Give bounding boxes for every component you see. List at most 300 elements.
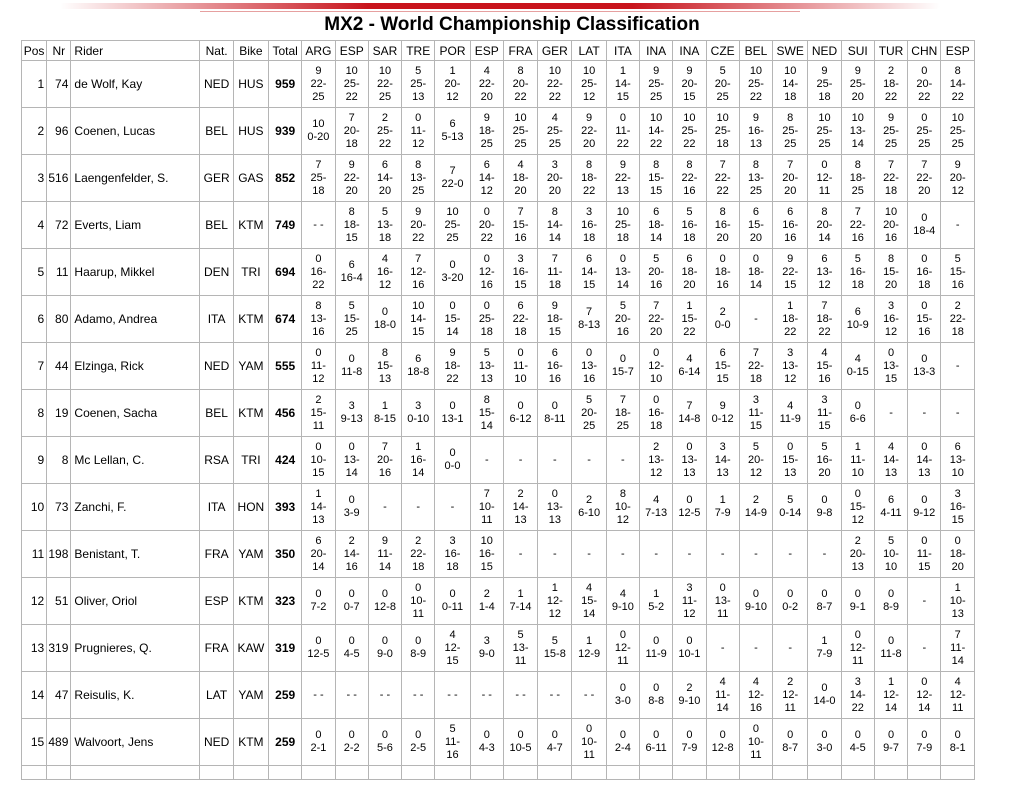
table-row <box>22 249 975 296</box>
number-cell: 11 <box>47 249 71 296</box>
race-result-cell: 0 10-1 <box>673 625 706 672</box>
total-points-cell: 259 <box>269 672 302 719</box>
empty-cell <box>335 766 368 780</box>
empty-cell <box>572 766 606 780</box>
number-cell: 516 <box>47 155 71 202</box>
empty-cell <box>368 766 401 780</box>
race-result-cell: 4 12- 16 <box>739 672 772 719</box>
race-result-cell: 0 10-5 <box>503 719 537 766</box>
race-result-cell: 9 18- 22 <box>435 343 470 390</box>
race-result-cell: 10 20- 16 <box>874 202 907 249</box>
race-result-cell: 3 11- 15 <box>739 390 772 437</box>
race-result-cell: 6 16- 16 <box>773 202 808 249</box>
race-result-cell: 3 0-10 <box>402 390 435 437</box>
column-header: INA <box>673 41 706 61</box>
race-result-cell: 10 25- 22 <box>335 61 368 108</box>
race-result-cell: 9 22- 15 <box>773 249 808 296</box>
race-result-cell: 6 14- 12 <box>470 155 503 202</box>
race-result-cell: 5 15- 25 <box>335 296 368 343</box>
race-result-cell: 10 25- 25 <box>503 108 537 155</box>
race-result-cell: 0 15- 12 <box>841 484 874 531</box>
race-result-cell: - <box>606 531 639 578</box>
race-result-cell: 6 4-11 <box>874 484 907 531</box>
race-result-cell: 0 13- 13 <box>538 484 572 531</box>
bike-cell: HUS <box>233 108 268 155</box>
nationality-cell: FRA <box>200 531 233 578</box>
total-points-cell: 939 <box>269 108 302 155</box>
race-result-cell: 8 13- 16 <box>302 296 335 343</box>
race-result-cell: 0 16- 18 <box>908 249 941 296</box>
race-result-cell: 5 20- 16 <box>606 296 639 343</box>
rider-name-cell: Laengenfelder, S. <box>71 155 200 202</box>
race-result-cell: 2 22- 18 <box>402 531 435 578</box>
race-result-cell: 7 14-8 <box>673 390 706 437</box>
empty-cell <box>302 766 335 780</box>
race-result-cell: 5 15-8 <box>538 625 572 672</box>
column-header: ESP <box>470 41 503 61</box>
empty-cell <box>673 766 706 780</box>
race-result-cell: 8 18- 25 <box>841 155 874 202</box>
race-result-cell: 5 13- 11 <box>503 625 537 672</box>
column-header: LAT <box>572 41 606 61</box>
race-result-cell: - <box>739 531 772 578</box>
race-result-cell: 1 12-9 <box>572 625 606 672</box>
table-row-cutoff <box>22 766 975 780</box>
race-result-cell: 0 11-8 <box>874 625 907 672</box>
column-header: Nr <box>47 41 71 61</box>
race-result-cell: 0 12- 11 <box>841 625 874 672</box>
race-result-cell: 0 9-8 <box>808 484 841 531</box>
table-row <box>22 61 975 108</box>
race-result-cell: 0 8-9 <box>402 625 435 672</box>
race-result-cell: 0 8-7 <box>808 578 841 625</box>
race-result-cell: 9 0-12 <box>706 390 739 437</box>
race-result-cell: 0 13- 13 <box>673 437 706 484</box>
race-result-cell: - - <box>368 672 401 719</box>
column-header: CZE <box>706 41 739 61</box>
race-result-cell: 7 8-13 <box>572 296 606 343</box>
race-result-cell: 5 16- 18 <box>673 202 706 249</box>
rider-name-cell: Everts, Liam <box>71 202 200 249</box>
race-result-cell: 0 2-5 <box>402 719 435 766</box>
race-result-cell: 9 20- 15 <box>673 61 706 108</box>
race-result-cell: 0 12-8 <box>368 578 401 625</box>
race-result-cell: 4 18- 20 <box>503 155 537 202</box>
race-result-cell: 0 9-0 <box>368 625 401 672</box>
race-result-cell: 2 25- 22 <box>368 108 401 155</box>
race-result-cell: 4 16- 12 <box>368 249 401 296</box>
race-result-cell: 10 25- 12 <box>572 61 606 108</box>
race-result-cell: 8 18- 15 <box>335 202 368 249</box>
number-cell: 198 <box>47 531 71 578</box>
number-cell: 19 <box>47 390 71 437</box>
column-header: TRE <box>402 41 435 61</box>
race-result-cell: 7 22- 16 <box>841 202 874 249</box>
empty-cell <box>808 766 841 780</box>
race-result-cell: 9 16- 13 <box>739 108 772 155</box>
position-cell: 13 <box>22 625 47 672</box>
race-result-cell: 6 5-13 <box>435 108 470 155</box>
race-result-cell: - <box>538 437 572 484</box>
race-result-cell: 8 20- 14 <box>808 202 841 249</box>
race-result-cell: 0 7-9 <box>908 719 941 766</box>
race-result-cell: 6 16- 16 <box>538 343 572 390</box>
race-result-cell: 1 20- 12 <box>435 61 470 108</box>
empty-cell <box>200 766 233 780</box>
race-result-cell: 0 10- 11 <box>572 719 606 766</box>
race-result-cell: 8 13- 25 <box>402 155 435 202</box>
race-result-cell: - <box>773 625 808 672</box>
nationality-cell: FRA <box>200 625 233 672</box>
empty-cell <box>269 766 302 780</box>
race-result-cell: - <box>808 531 841 578</box>
table-row <box>22 296 975 343</box>
race-result-cell: 7 20- 20 <box>773 155 808 202</box>
race-result-cell: 0 12-5 <box>673 484 706 531</box>
race-result-cell: 0 18- 16 <box>706 249 739 296</box>
classification-table <box>21 40 975 780</box>
race-result-cell: - <box>402 484 435 531</box>
race-result-cell: 8 10- 12 <box>606 484 639 531</box>
race-result-cell: 0 12- 16 <box>470 249 503 296</box>
table-row <box>22 531 975 578</box>
race-result-cell: 1 7-9 <box>808 625 841 672</box>
column-header: ESP <box>335 41 368 61</box>
race-result-cell: 1 14- 15 <box>606 61 639 108</box>
race-result-cell: 2 14- 16 <box>335 531 368 578</box>
nationality-cell: BEL <box>200 108 233 155</box>
rider-name-cell: Reisulis, K. <box>71 672 200 719</box>
column-header: POR <box>435 41 470 61</box>
race-result-cell: 1 7-14 <box>503 578 537 625</box>
race-result-cell: - <box>941 343 975 390</box>
race-result-cell: 8 15- 13 <box>368 343 401 390</box>
race-result-cell: 0 3-20 <box>435 249 470 296</box>
race-result-cell: 10 13- 14 <box>841 108 874 155</box>
race-result-cell: 0 4-7 <box>538 719 572 766</box>
table-header-row <box>22 41 975 61</box>
race-result-cell: 10 25- 18 <box>606 202 639 249</box>
race-result-cell: 8 15- 15 <box>640 155 673 202</box>
race-result-cell: 5 25- 13 <box>402 61 435 108</box>
race-result-cell: 0 10- 15 <box>302 437 335 484</box>
column-header: INA <box>640 41 673 61</box>
empty-cell <box>874 766 907 780</box>
race-result-cell: 4 12- 11 <box>941 672 975 719</box>
column-header: ESP <box>941 41 975 61</box>
rider-name-cell: Haarup, Mikkel <box>71 249 200 296</box>
page-title: MX2 - World Championship Classification <box>324 14 700 35</box>
race-result-cell: 2 14-9 <box>739 484 772 531</box>
race-result-cell: 9 20- 12 <box>941 155 975 202</box>
race-result-cell: 7 22- 22 <box>706 155 739 202</box>
number-cell: 74 <box>47 61 71 108</box>
race-result-cell: 5 16- 20 <box>808 437 841 484</box>
race-result-cell: 0 18- 14 <box>739 249 772 296</box>
race-result-cell: 4 11-9 <box>773 390 808 437</box>
race-result-cell: 0 11-9 <box>640 625 673 672</box>
empty-cell <box>402 766 435 780</box>
number-cell: 489 <box>47 719 71 766</box>
race-result-cell: 9 22- 20 <box>572 108 606 155</box>
race-result-cell: 0 15-7 <box>606 343 639 390</box>
race-result-cell: 1 16- 14 <box>402 437 435 484</box>
race-result-cell: 3 20- 20 <box>538 155 572 202</box>
table-row <box>22 390 975 437</box>
race-result-cell: 0 12- 14 <box>908 672 941 719</box>
number-cell: 44 <box>47 343 71 390</box>
race-result-cell: 0 13- 16 <box>572 343 606 390</box>
empty-cell <box>435 766 470 780</box>
empty-cell <box>640 766 673 780</box>
nationality-cell: BEL <box>200 390 233 437</box>
race-result-cell: 5 20- 25 <box>706 61 739 108</box>
race-result-cell: 2 0-0 <box>706 296 739 343</box>
rider-name-cell: de Wolf, Kay <box>71 61 200 108</box>
race-result-cell: 1 12- 14 <box>874 672 907 719</box>
race-result-cell: - - <box>402 672 435 719</box>
race-result-cell: - - <box>335 672 368 719</box>
column-header: SUI <box>841 41 874 61</box>
column-header: NED <box>808 41 841 61</box>
table-row <box>22 625 975 672</box>
table-row <box>22 719 975 766</box>
race-result-cell: - - <box>503 672 537 719</box>
race-result-cell: 0 18-0 <box>368 296 401 343</box>
race-result-cell: 10 16- 15 <box>470 531 503 578</box>
race-result-cell: 1 7-9 <box>706 484 739 531</box>
race-result-cell: 8 22- 16 <box>673 155 706 202</box>
race-result-cell: - <box>706 531 739 578</box>
empty-cell <box>22 766 47 780</box>
number-cell: 47 <box>47 672 71 719</box>
race-result-cell: 2 20- 13 <box>841 531 874 578</box>
race-result-cell: 1 18- 22 <box>773 296 808 343</box>
nationality-cell: ITA <box>200 484 233 531</box>
race-result-cell: 6 22- 18 <box>503 296 537 343</box>
race-result-cell: 0 13- 14 <box>606 249 639 296</box>
race-result-cell: 4 6-14 <box>673 343 706 390</box>
bike-cell: TRI <box>233 249 268 296</box>
empty-cell <box>841 766 874 780</box>
race-result-cell: 9 22- 13 <box>606 155 639 202</box>
race-result-cell: 0 8-9 <box>874 578 907 625</box>
race-result-cell: 0 9-7 <box>874 719 907 766</box>
number-cell: 51 <box>47 578 71 625</box>
column-header: Pos <box>22 41 47 61</box>
race-result-cell: 4 25- 25 <box>538 108 572 155</box>
race-result-cell: 3 16- 12 <box>874 296 907 343</box>
race-result-cell: 3 9-0 <box>470 625 503 672</box>
race-result-cell: - - <box>572 672 606 719</box>
empty-cell <box>773 766 808 780</box>
nationality-cell: LAT <box>200 672 233 719</box>
bike-cell: KTM <box>233 296 268 343</box>
race-result-cell: 7 11- 18 <box>538 249 572 296</box>
race-result-cell: 10 0-20 <box>302 108 335 155</box>
race-result-cell: 7 22- 18 <box>739 343 772 390</box>
race-result-cell: 0 7-2 <box>302 578 335 625</box>
position-cell: 15 <box>22 719 47 766</box>
race-result-cell: 3 14- 22 <box>841 672 874 719</box>
race-result-cell: 0 6-6 <box>841 390 874 437</box>
position-cell: 6 <box>22 296 47 343</box>
race-result-cell: - <box>538 531 572 578</box>
race-result-cell: 0 18-4 <box>908 202 941 249</box>
race-result-cell: 10 14- 18 <box>773 61 808 108</box>
race-result-cell: 0 14- 13 <box>908 437 941 484</box>
position-cell: 1 <box>22 61 47 108</box>
race-result-cell: - <box>572 437 606 484</box>
race-result-cell: 0 13-1 <box>435 390 470 437</box>
bike-cell: KTM <box>233 202 268 249</box>
bike-cell: HON <box>233 484 268 531</box>
empty-cell <box>941 766 975 780</box>
race-result-cell: 9 20- 22 <box>402 202 435 249</box>
race-result-cell: 0 16- 22 <box>302 249 335 296</box>
rider-name-cell: Mc Lellan, C. <box>71 437 200 484</box>
nationality-cell: DEN <box>200 249 233 296</box>
race-result-cell: 6 18- 14 <box>640 202 673 249</box>
column-header: BEL <box>739 41 772 61</box>
race-result-cell: 5 13- 13 <box>470 343 503 390</box>
position-cell: 10 <box>22 484 47 531</box>
race-result-cell: - <box>470 437 503 484</box>
race-result-cell: 7 25- 18 <box>302 155 335 202</box>
race-result-cell: - <box>941 202 975 249</box>
race-result-cell: 0 6-11 <box>640 719 673 766</box>
column-header: Bike <box>233 41 268 61</box>
total-points-cell: 323 <box>269 578 302 625</box>
race-result-cell: 0 11- 12 <box>402 108 435 155</box>
top-decorative-line <box>200 11 800 12</box>
race-result-cell: - <box>572 531 606 578</box>
race-result-cell: 0 10- 11 <box>402 578 435 625</box>
race-result-cell: 7 12- 16 <box>402 249 435 296</box>
empty-cell <box>538 766 572 780</box>
race-result-cell: 3 11- 12 <box>673 578 706 625</box>
race-result-cell: - <box>739 296 772 343</box>
race-result-cell: 0 4-3 <box>470 719 503 766</box>
bike-cell: YAM <box>233 672 268 719</box>
race-result-cell: 0 15- 13 <box>773 437 808 484</box>
race-result-cell: 5 15- 16 <box>941 249 975 296</box>
race-result-cell: 4 7-13 <box>640 484 673 531</box>
table-row <box>22 484 975 531</box>
bike-cell: YAM <box>233 531 268 578</box>
race-result-cell: 0 13- 15 <box>874 343 907 390</box>
race-result-cell: 7 20- 18 <box>335 108 368 155</box>
race-result-cell: 8 25- 25 <box>773 108 808 155</box>
race-result-cell: 0 9-1 <box>841 578 874 625</box>
race-result-cell: - <box>640 531 673 578</box>
number-cell: 8 <box>47 437 71 484</box>
race-result-cell: 4 22- 20 <box>470 61 503 108</box>
empty-cell <box>706 766 739 780</box>
race-result-cell: 6 14- 20 <box>368 155 401 202</box>
race-result-cell: - <box>503 531 537 578</box>
race-result-cell: 5 20- 25 <box>572 390 606 437</box>
race-result-cell: 0 0-7 <box>335 578 368 625</box>
race-result-cell: 0 13- 14 <box>335 437 368 484</box>
table-row <box>22 343 975 390</box>
race-result-cell: 4 9-10 <box>606 578 639 625</box>
total-points-cell: 350 <box>269 531 302 578</box>
race-result-cell: 10 25- 25 <box>435 202 470 249</box>
race-result-cell: - - <box>538 672 572 719</box>
race-result-cell: 6 18-8 <box>402 343 435 390</box>
rider-name-cell: Elzinga, Rick <box>71 343 200 390</box>
bike-cell: TRI <box>233 437 268 484</box>
race-result-cell: 6 15- 20 <box>739 202 772 249</box>
column-header: Total <box>269 41 302 61</box>
total-points-cell: 259 <box>269 719 302 766</box>
race-result-cell: 9 22- 20 <box>335 155 368 202</box>
race-result-cell: 0 25- 18 <box>470 296 503 343</box>
rider-name-cell: Benistant, T. <box>71 531 200 578</box>
race-result-cell: 4 15- 14 <box>572 578 606 625</box>
race-result-cell: 7 22-0 <box>435 155 470 202</box>
race-result-cell: - <box>673 531 706 578</box>
bike-cell: GAS <box>233 155 268 202</box>
total-points-cell: 393 <box>269 484 302 531</box>
race-result-cell: 0 4-5 <box>335 625 368 672</box>
race-result-cell: 2 13- 12 <box>640 437 673 484</box>
race-result-cell: 3 16- 15 <box>503 249 537 296</box>
race-result-cell: 1 11- 10 <box>841 437 874 484</box>
position-cell: 11 <box>22 531 47 578</box>
rider-name-cell: Coenen, Sacha <box>71 390 200 437</box>
race-result-cell: 10 22- 22 <box>538 61 572 108</box>
rider-name-cell: Walvoort, Jens <box>71 719 200 766</box>
race-result-cell: 0 16- 18 <box>640 390 673 437</box>
race-result-cell: - <box>368 484 401 531</box>
race-result-cell: 2 6-10 <box>572 484 606 531</box>
empty-cell <box>606 766 639 780</box>
race-result-cell: 7 11- 14 <box>941 625 975 672</box>
race-result-cell: - <box>908 625 941 672</box>
table-row <box>22 202 975 249</box>
race-result-cell: 0 3-9 <box>335 484 368 531</box>
position-cell: 2 <box>22 108 47 155</box>
race-result-cell: 9 25- 18 <box>808 61 841 108</box>
race-result-cell: 7 15- 16 <box>503 202 537 249</box>
race-result-cell: 0 5-6 <box>368 719 401 766</box>
race-result-cell: 7 22- 18 <box>874 155 907 202</box>
total-points-cell: 694 <box>269 249 302 296</box>
race-result-cell: 7 18- 25 <box>606 390 639 437</box>
number-cell: 73 <box>47 484 71 531</box>
race-result-cell: 8 14- 14 <box>538 202 572 249</box>
race-result-cell: 0 13- 11 <box>706 578 739 625</box>
race-result-cell: 0 6-12 <box>503 390 537 437</box>
column-header: TUR <box>874 41 907 61</box>
nationality-cell: NED <box>200 61 233 108</box>
total-points-cell: 555 <box>269 343 302 390</box>
race-result-cell: 1 10- 13 <box>941 578 975 625</box>
column-header: Nat. <box>200 41 233 61</box>
empty-cell <box>739 766 772 780</box>
race-result-cell: 4 14- 13 <box>874 437 907 484</box>
race-result-cell: 2 1-4 <box>470 578 503 625</box>
empty-cell <box>908 766 941 780</box>
race-result-cell: - <box>941 390 975 437</box>
table-row <box>22 437 975 484</box>
number-cell: 72 <box>47 202 71 249</box>
race-result-cell: 0 2-4 <box>606 719 639 766</box>
number-cell: 96 <box>47 108 71 155</box>
race-result-cell: - <box>908 578 941 625</box>
